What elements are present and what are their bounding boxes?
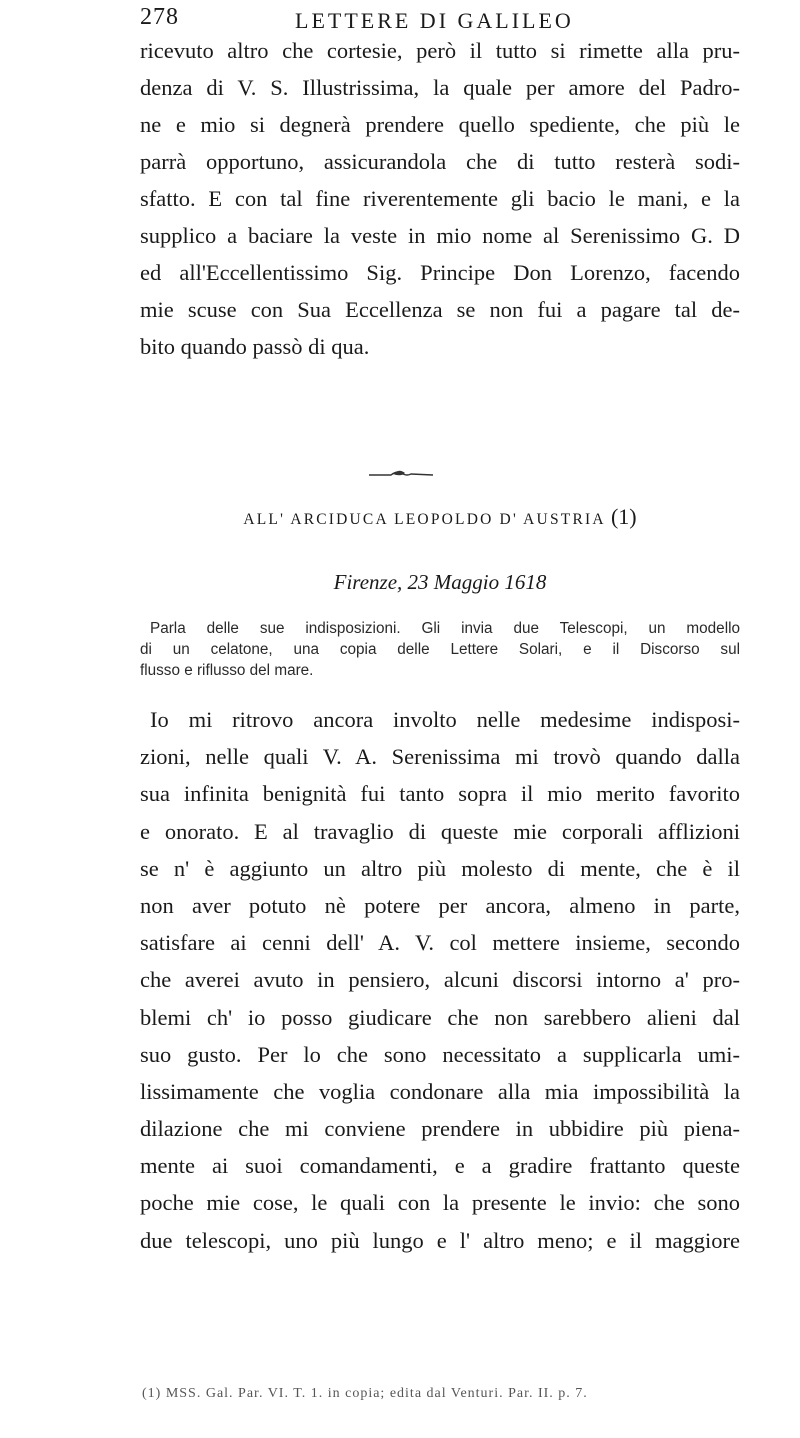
text-line: denza di V. S. Illustrissima, la quale per amore del Padro- xyxy=(140,75,740,100)
text-line: ne e mio si degnerà prendere quello spediente, che più le xyxy=(140,112,740,137)
text-line: ed all'Eccellentissimo Sig. Principe Don Lorenzo, facendo xyxy=(140,260,740,285)
letter-body xyxy=(140,701,740,1259)
text-line: poche mie cose, le quali con la presente le invio: che sono xyxy=(140,1190,740,1216)
running-head: LETTERE DI GALILEO xyxy=(295,8,574,33)
text-line: suo gusto. Per lo che sono necessitato a supplicarla umi- xyxy=(140,1041,740,1067)
text-line: dilazione che mi conviene prendere in ubbidire più piena- xyxy=(140,1116,740,1142)
letter-recipient: ALL' ARCIDUCA LEOPOLDO D' AUSTRIA xyxy=(243,511,605,528)
page-number: 278 xyxy=(140,4,179,30)
text-line: bito quando passò di qua. xyxy=(140,334,370,359)
footnote: (1) MSS. Gal. Par. VI. T. 1. in copia; edita dal Venturi. Par. II. p. 7. xyxy=(142,1386,588,1401)
text-line: ricevuto altro che cortesie, però il tutto si rimette alla pru- xyxy=(140,38,740,63)
text-line: e onorato. E al travaglio di queste mie corporali afflizioni xyxy=(140,818,740,844)
text-line: non aver potuto nè potere per ancora, almeno in parte, xyxy=(140,892,740,918)
text-line: supplico a baciare la veste in mio nome al Serenissimo G. D xyxy=(140,223,740,248)
text-line: che averei avuto in pensiero, alcuni discorsi intorno a' pro- xyxy=(140,967,740,993)
paragraph-continued xyxy=(140,32,740,365)
text-line: parrà opportuno, assicurandola che di tutto resterà sodi- xyxy=(140,149,740,174)
text-line: se n' è aggiunto un altro più molesto di mente, che è il xyxy=(140,855,740,881)
footnote-reference: (1) xyxy=(610,504,637,529)
text-line: mente ai suoi comandamenti, e a gradire frattanto queste xyxy=(140,1153,740,1179)
text-line: sfatto. E con tal fine riverentemente gli bacio le mani, e la xyxy=(140,186,740,211)
summary-line: di un celatone, una copia delle Lettere Solari, e il Discorso sul xyxy=(140,641,740,658)
text-line: lissimamente che voglia condonare alla mia impossibilità la xyxy=(140,1078,740,1104)
summary-line: Parla delle sue indisposizioni. Gli invia due Telescopi, un modello xyxy=(150,620,740,637)
summary-line: flusso e riflusso del mare. xyxy=(140,662,314,679)
text-line: sua infinita benignità fui tanto sopra il mio merito favorito xyxy=(140,781,740,807)
text-line: due telescopi, uno più lungo e l' altro meno; e il maggiore xyxy=(140,1227,740,1253)
letter-date: Firenze, 23 Maggio 1618 xyxy=(333,570,547,594)
letter-summary xyxy=(140,618,740,681)
text-line: blemi ch' io posso giudicare che non sarebbero alieni dal xyxy=(140,1004,740,1030)
text-line: Io mi ritrovo ancora involto nelle medesime indisposi- xyxy=(150,707,740,732)
letter-heading xyxy=(140,504,740,530)
text-line: mie scuse con Sua Eccellenza se non fui a pagare tal de- xyxy=(140,297,740,322)
text-line: zioni, nelle quali V. A. Serenissima mi trovò quando dalla xyxy=(140,744,740,770)
text-line: satisfare ai cenni dell' A. V. col mettere insieme, secondo xyxy=(140,930,740,956)
ornament-divider-icon xyxy=(367,468,435,480)
